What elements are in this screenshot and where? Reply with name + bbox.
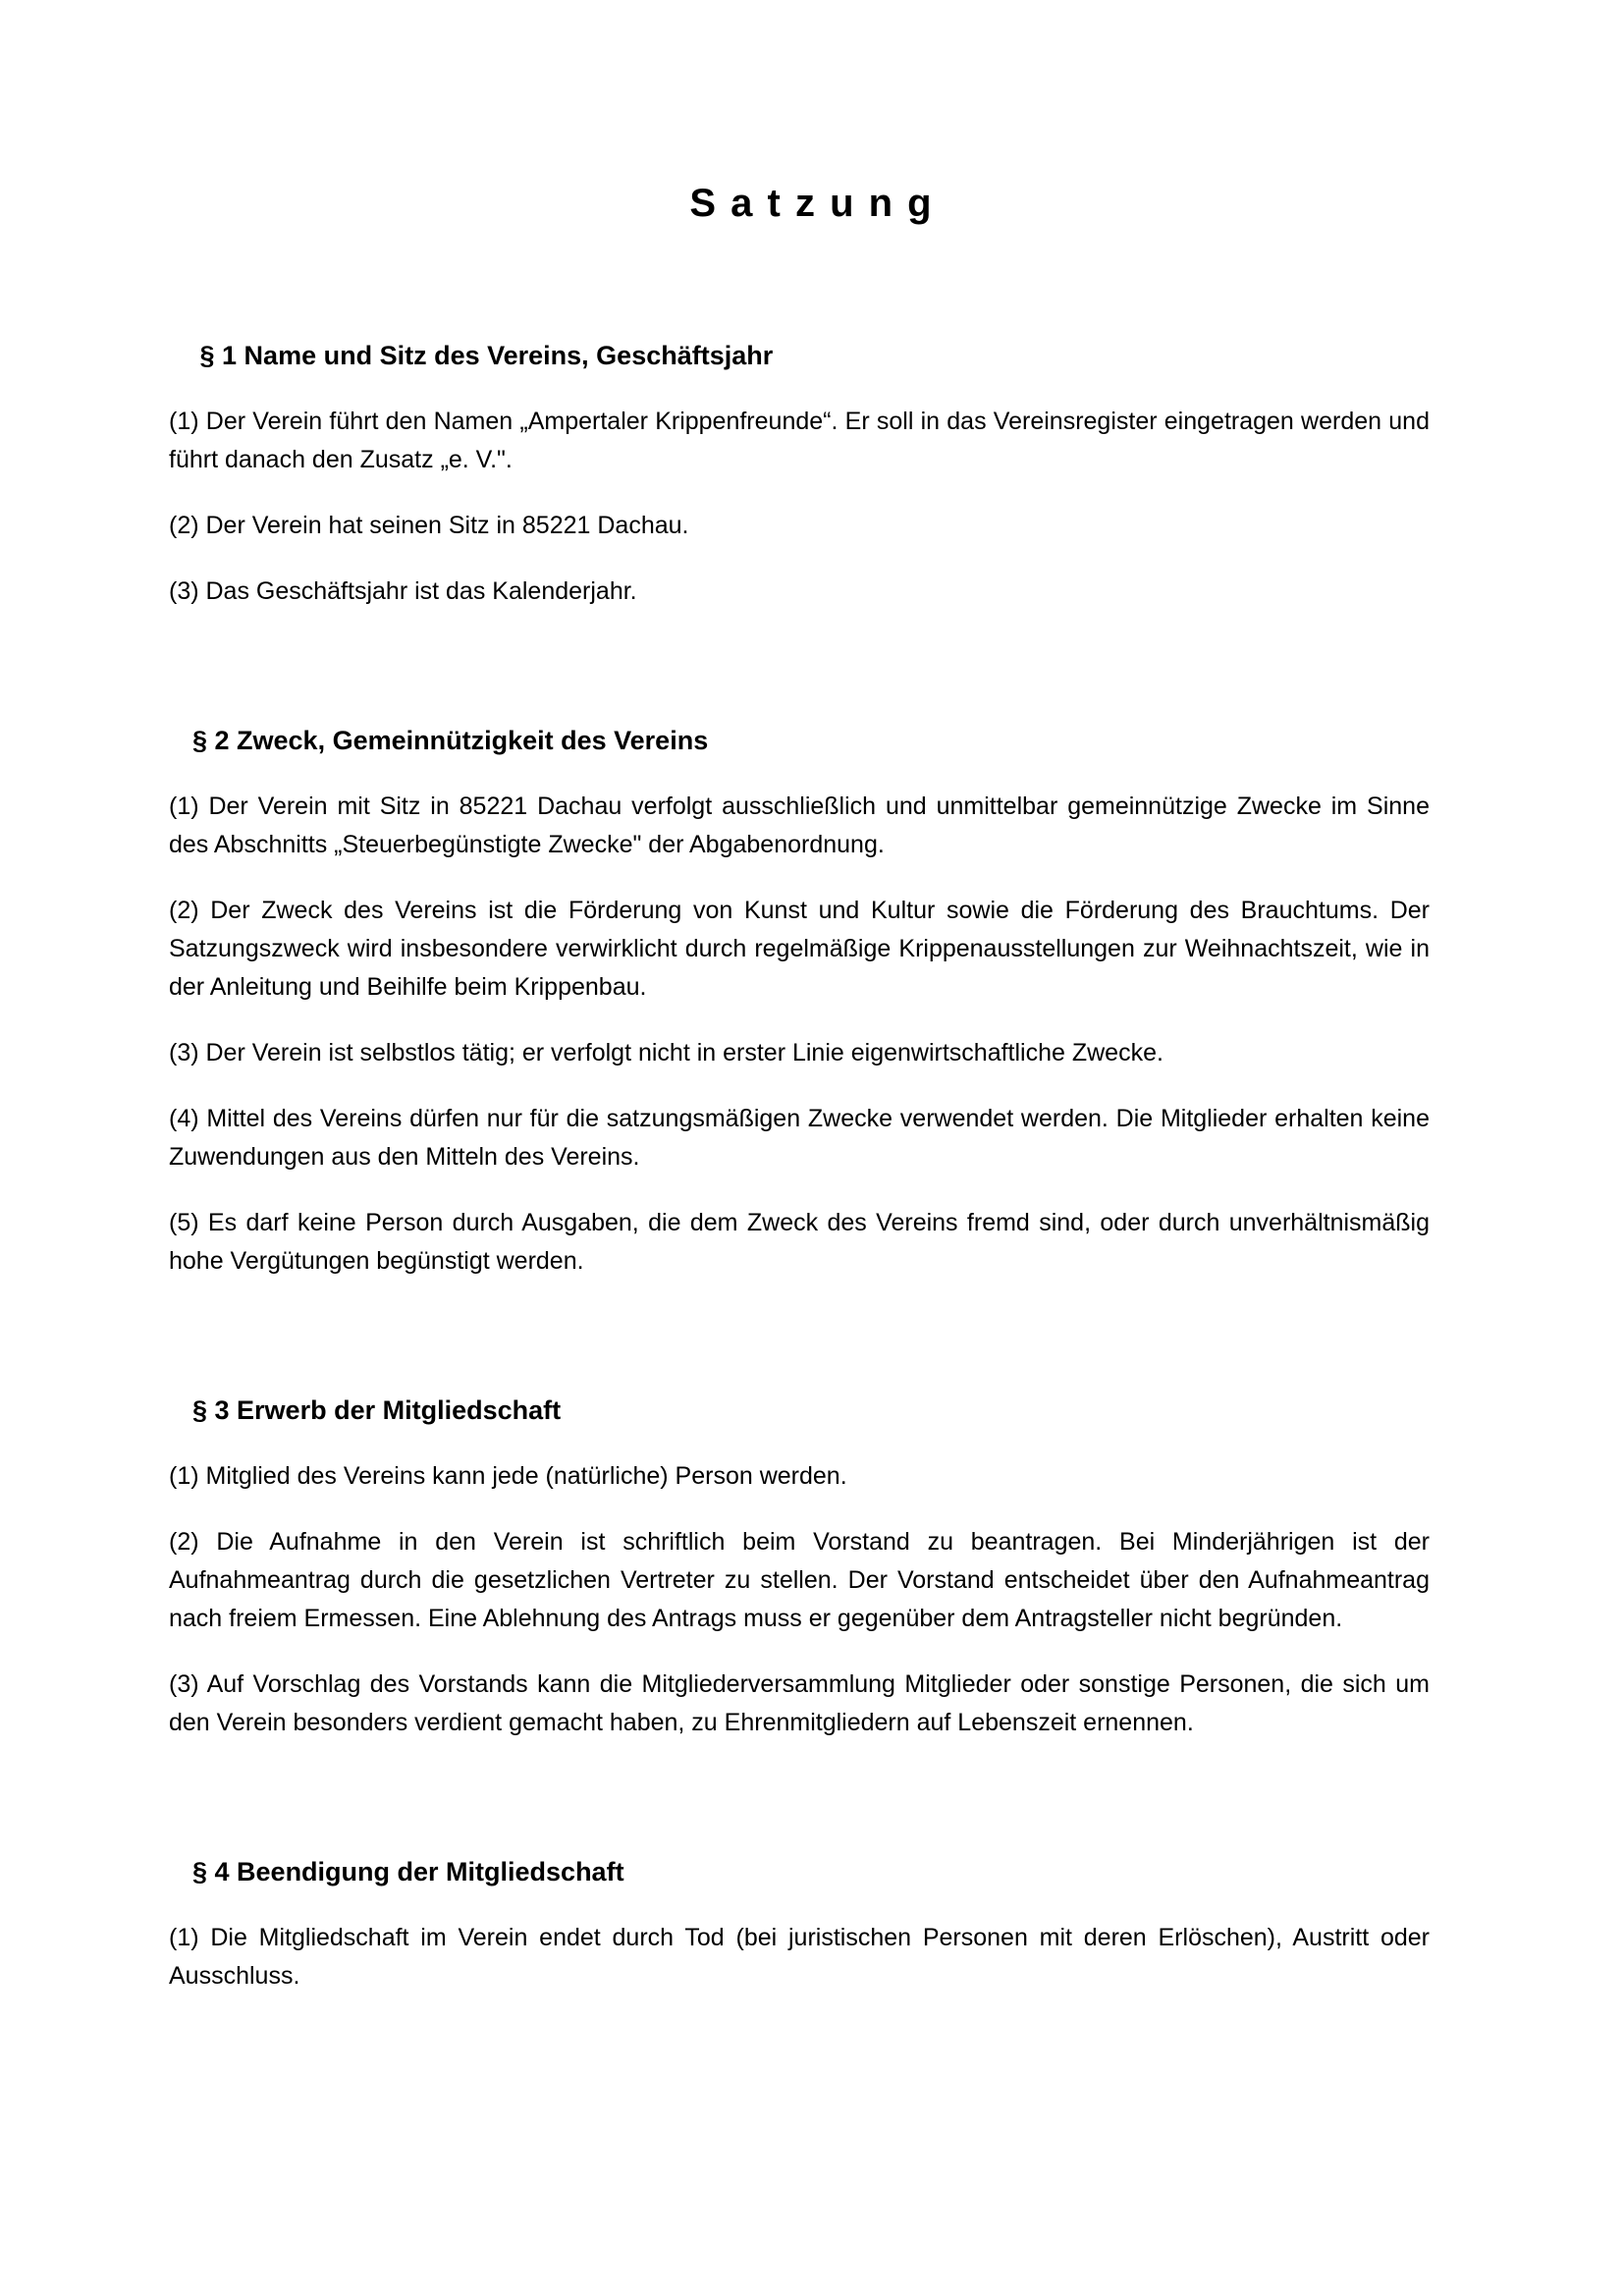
section-4-heading: § 4 Beendigung der Mitgliedschaft xyxy=(192,1857,624,1886)
section-1-heading: § 1 Name und Sitz des Vereins, Geschäftsjahr xyxy=(192,341,774,370)
paragraph: (1) Die Mitgliedschaft im Verein endet durch Tod (bei juristischen Personen mit deren Erlöschen), Austritt oder Ausschluss. xyxy=(169,1924,1430,1990)
section-2-heading: § 2 Zweck, Gemeinnützigkeit des Vereins xyxy=(192,726,709,755)
section-3 xyxy=(169,1392,1430,1742)
paragraph: (3) Das Geschäftsjahr ist das Kalenderjahr. xyxy=(169,577,637,605)
section-3-heading: § 3 Erwerb der Mitgliedschaft xyxy=(192,1395,562,1425)
paragraph: (5) Es darf keine Person durch Ausgaben, die dem Zweck des Vereins fremd sind, oder durch unverhältnismäßig hohe Vergütungen begünstigt werden. xyxy=(169,1209,1430,1275)
paragraph: (1) Der Verein mit Sitz in 85221 Dachau verfolgt ausschließlich und unmittelbar gemeinnützige Zwecke im Sinne des Abschnitts „Steuerbegünstigte Zwecke" der Abgabenordnung. xyxy=(169,793,1430,858)
paragraph: (1) Mitglied des Vereins kann jede (natürliche) Person werden. xyxy=(169,1462,847,1490)
paragraph: (4) Mittel des Vereins dürfen nur für die satzungsmäßigen Zwecke verwendet werden. Die Mitglieder erhalten keine Zuwendungen aus den Mitteln des Vereins. xyxy=(169,1105,1430,1171)
paragraph: (3) Der Verein ist selbstlos tätig; er verfolgt nicht in erster Linie eigenwirtschaftliche Zwecke. xyxy=(169,1039,1163,1066)
paragraph: (2) Der Zweck des Vereins ist die Förderung von Kunst und Kultur sowie die Förderung des Brauchtums. Der Satzungszweck wird insbesondere verwirklicht durch regelmäßige Krippenausstellungen zur Weihnachtszeit, wie in der Anleitung und Beihilfe beim Krippenbau. xyxy=(169,897,1430,1001)
section-4 xyxy=(169,1853,1430,1995)
document-title: S a t z u n g xyxy=(689,182,934,225)
paragraph: (1) Der Verein führt den Namen „Ampertaler Krippenfreunde“. Er soll in das Vereinsregister eingetragen werden und führt danach den Zusatz „e. V.". xyxy=(169,408,1430,473)
paragraph: (2) Die Aufnahme in den Verein ist schriftlich beim Vorstand zu beantragen. Bei Minderjährigen ist der Aufnahmeantrag durch die gesetzlichen Vertreter zu stellen. Der Vorstand entscheidet über den Aufnahmeantrag nach freiem Ermessen. Eine Ablehnung des Antrags muss er gegenüber dem Antragsteller nicht begründen. xyxy=(169,1528,1430,1632)
section-2 xyxy=(169,722,1430,1281)
paragraph: (3) Auf Vorschlag des Vorstands kann die Mitgliederversammlung Mitglieder oder sonstige Personen, die sich um den Verein besonders verdient gemacht haben, zu Ehrenmitgliedern auf Lebenszeit ernennen. xyxy=(169,1670,1430,1736)
section-1 xyxy=(169,337,1430,611)
paragraph: (2) Der Verein hat seinen Sitz in 85221 Dachau. xyxy=(169,512,689,539)
